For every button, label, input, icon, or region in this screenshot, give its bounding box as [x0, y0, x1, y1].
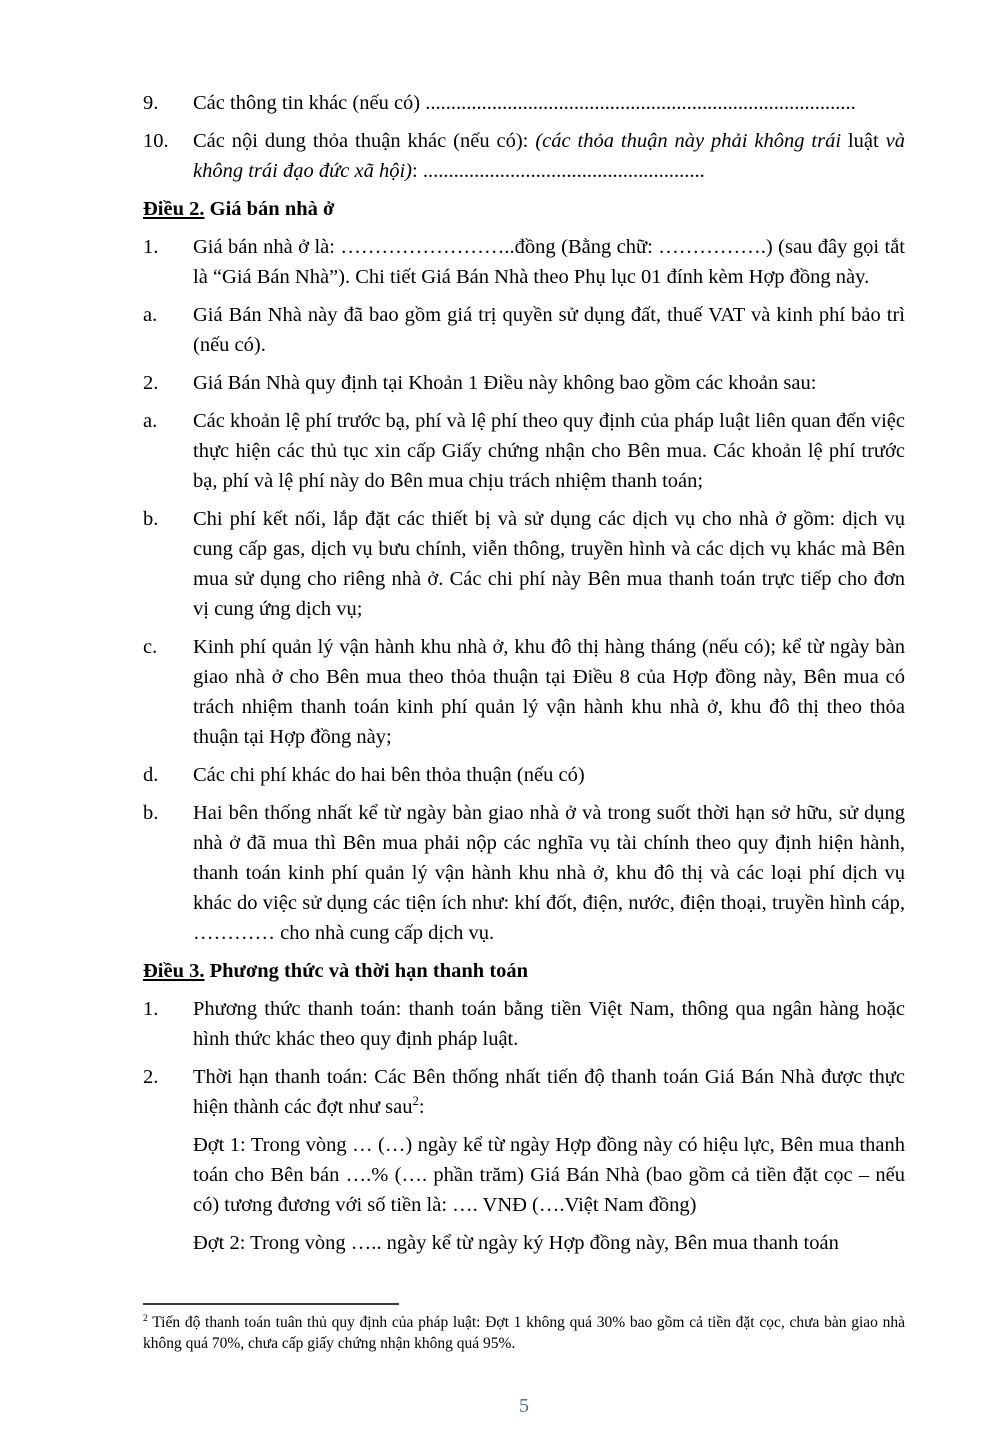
- list-item-number: 2.: [143, 372, 159, 394]
- list-item-text: Phương thức thanh toán: thanh toán bằng tiền Việt Nam, thông qua ngân hàng hoặc hình thức khác theo quy định pháp luật.: [193, 998, 905, 1050]
- list-item-number: a.: [143, 304, 158, 326]
- dotted-blank: : .......................................................: [412, 160, 705, 182]
- list-item-text: Giá bán nhà ở là: ……………………..đồng (Bằng chữ: …………….) (sau đây gọi tắt là “Giá Bán Nhà”). Chi tiết Giá Bán Nhà theo Phụ lục 01 đính kèm Hợp đồng này.: [193, 236, 905, 288]
- list-item-number: 1.: [143, 236, 159, 258]
- footnote-text: Tiến độ thanh toán tuân thủ quy định của pháp luật: Đợt 1 không quá 30% bao gồm cả tiền đặt cọc, chưa bàn giao nhà không quá 70%, chưa cấp giấy chứng nhận không quá 95%.: [143, 1314, 905, 1352]
- list-item-text: Hai bên thống nhất kể từ ngày bàn giao nhà ở và trong suốt thời hạn sở hữu, sử dụng nhà ở đã mua thì Bên mua phải nộp các nghĩa vụ tài chính theo quy định hiện hành, thanh toán kinh phí quản lý vận hành khu nhà ở, khu đô thị và các loại phí dịch vụ khác do việc sử dụng các tiện ích như: khí đốt, điện, nước, điện thoại, truyền hình cáp, ………… cho nhà cung cấp dịch vụ.: [193, 802, 905, 944]
- list-item: [143, 760, 905, 790]
- list-item-number: b.: [143, 802, 159, 824]
- list-item: [143, 994, 905, 1054]
- list-item-text: Giá Bán Nhà quy định tại Khoản 1 Điều này không bao gồm các khoản sau:: [193, 372, 817, 394]
- list-item-text: Các thông tin khác (nếu có) ....................................................................................: [193, 92, 856, 114]
- list-item-number: 2.: [143, 1066, 159, 1088]
- list-item: [143, 798, 905, 948]
- paragraph-text: Đợt 1: Trong vòng … (…) ngày kể từ ngày Hợp đồng này có hiệu lực, Bên mua thanh toán cho Bên bán ….% (…. phần trăm) Giá Bán Nhà (bao gồm cả tiền đặt cọc – nếu có) tương đương với số tiền là: …. VNĐ (….Việt Nam đồng): [193, 1134, 905, 1216]
- footnote-text-block: [143, 1312, 905, 1354]
- list-item-number: b.: [143, 508, 159, 530]
- list-item: [143, 406, 905, 496]
- list-item-number: a.: [143, 410, 158, 432]
- list-item-9: [143, 88, 905, 118]
- article-2-heading: [143, 194, 905, 224]
- article-3-heading: [143, 956, 905, 986]
- list-item-text: luật: [841, 130, 886, 152]
- italic-clause: và không trái đạo đức xã hội): [193, 130, 905, 182]
- page-number: 5: [519, 1395, 529, 1417]
- list-item: [143, 232, 905, 292]
- paragraph-text: Đợt 2: Trong vòng ….. ngày kể từ ngày ký Hợp đồng này, Bên mua thanh toán: [193, 1232, 839, 1254]
- installment-1-paragraph: [143, 1130, 905, 1220]
- list-item: [143, 632, 905, 752]
- list-item-number: 10.: [143, 130, 169, 152]
- installment-2-paragraph: [143, 1228, 905, 1258]
- list-item-number: c.: [143, 636, 158, 658]
- article-number: Điều 2.: [143, 198, 205, 220]
- list-item-text: Giá Bán Nhà này đã bao gồm giá trị quyền sử dụng đất, thuế VAT và kinh phí bảo trì (nếu có).: [193, 304, 905, 356]
- list-item-10: [143, 126, 905, 186]
- list-item: [143, 368, 905, 398]
- article-title: Giá bán nhà ở: [209, 198, 335, 220]
- footnote-reference: 2: [412, 1094, 419, 1109]
- list-item-number: 1.: [143, 998, 159, 1020]
- article-number: Điều 3.: [143, 960, 205, 982]
- list-item-text: Chi phí kết nối, lắp đặt các thiết bị và sử dụng các dịch vụ cho nhà ở gồm: dịch vụ cung cấp gas, dịch vụ bưu chính, viễn thông, truyền hình và các dịch vụ khác mà Bên mua sử dụng cho riêng nhà ở. Các chi phí này Bên mua thanh toán trực tiếp cho đơn vị cung ứng dịch vụ;: [193, 508, 905, 620]
- document-body: [143, 88, 905, 1266]
- list-item-text: Thời hạn thanh toán: Các Bên thống nhất tiến độ thanh toán Giá Bán Nhà được thực hiện thành các đợt như sau: [193, 1066, 905, 1118]
- list-item: [143, 1062, 905, 1122]
- list-item-text: :: [418, 1096, 425, 1118]
- list-item-number: d.: [143, 764, 159, 786]
- footnote: [143, 1303, 905, 1354]
- footnote-marker: 2: [143, 1312, 148, 1324]
- list-item: [143, 300, 905, 360]
- list-item-text: Các chi phí khác do hai bên thỏa thuận (nếu có): [193, 764, 585, 786]
- list-item: [143, 504, 905, 624]
- article-title: Phương thức và thời hạn thanh toán: [209, 960, 529, 982]
- list-item-number: 9.: [143, 92, 159, 114]
- italic-clause: (các thỏa thuận này phải không trái: [535, 130, 842, 152]
- footnote-separator: [143, 1303, 399, 1305]
- list-item-text: Kinh phí quản lý vận hành khu nhà ở, khu đô thị hàng tháng (nếu có); kể từ ngày bàn giao nhà ở cho Bên mua theo thỏa thuận tại Điều 8 của Hợp đồng này, Bên mua có trách nhiệm thanh toán kinh phí quản lý vận hành khu nhà ở, khu đô thị theo thỏa thuận tại Hợp đồng này;: [193, 636, 905, 748]
- list-item-text: Các khoản lệ phí trước bạ, phí và lệ phí theo quy định của pháp luật liên quan đến việc thực hiện các thủ tục xin cấp Giấy chứng nhận cho Bên mua. Các khoản lệ phí trước bạ, phí và lệ phí này do Bên mua chịu trách nhiệm thanh toán;: [193, 410, 905, 492]
- list-item-text: Các nội dung thỏa thuận khác (nếu có):: [193, 130, 536, 152]
